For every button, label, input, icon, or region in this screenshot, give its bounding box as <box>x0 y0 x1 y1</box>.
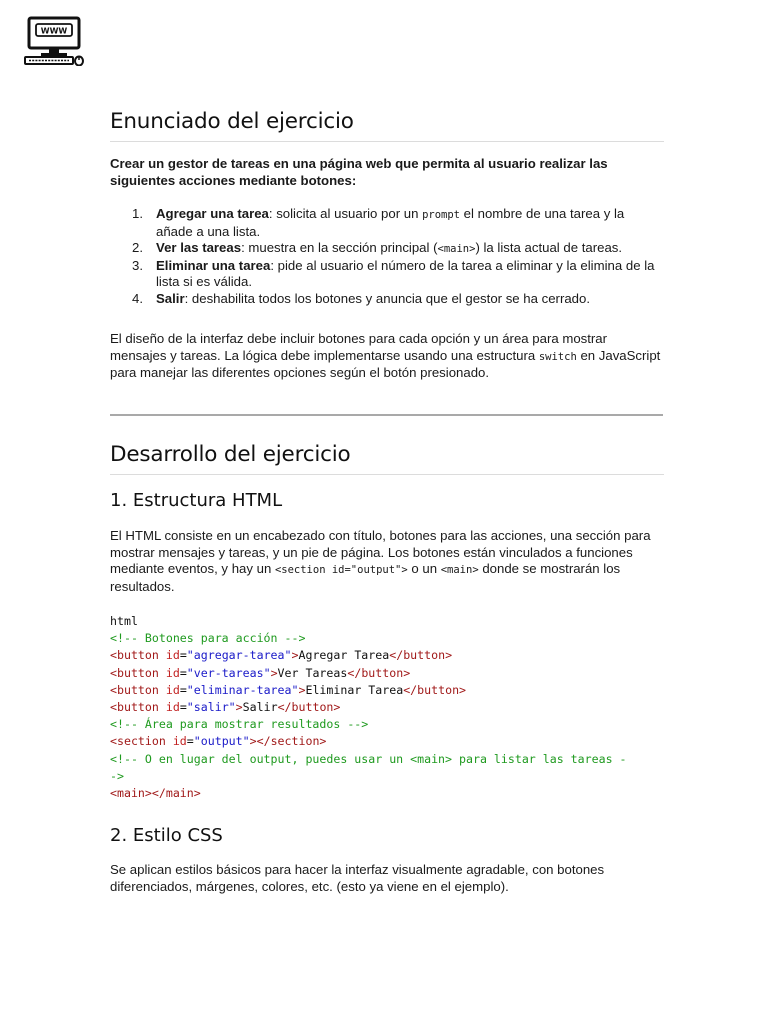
logo-text: WWW <box>40 26 68 36</box>
code-button-lines <box>110 647 664 716</box>
section-title-desarrollo: Desarrollo del ejercicio <box>110 442 351 467</box>
list-item: 3. Eliminar una tarea: pide al usuario el número de la tarea a eliminar y la elimina de la lista si es válida. <box>132 257 655 290</box>
subsection-title-html: 1. Estructura HTML <box>110 490 283 511</box>
code-lang: html <box>110 614 138 628</box>
section-title-enunciado: Enunciado del ejercicio <box>110 109 354 134</box>
code-button-line: <button id="salir">Salir</button> <box>110 700 341 715</box>
code-comment: <!-- Botones para acción --> <box>110 631 306 646</box>
subsection-title-css: 2. Estilo CSS <box>110 825 223 846</box>
code-block <box>110 613 664 802</box>
actions-list <box>110 206 664 308</box>
code-section-line: <section id="output"></section> <box>110 734 327 749</box>
section-separator <box>110 414 663 416</box>
code-main-line: <main></main> <box>110 786 201 801</box>
list-item: 4. Salir: deshabilita todos los botones y anuncia que el gestor se ha cerrado. <box>132 290 591 306</box>
code-button-line: <button id="eliminar-tarea">Eliminar Tarea</button> <box>110 682 467 697</box>
code-comment: <!-- Área para mostrar resultados --> <box>110 717 369 732</box>
code-button-line: <button id="ver-tareas">Ver Tareas</button> <box>110 665 411 680</box>
computer-www-icon <box>23 16 85 66</box>
title-underline <box>110 141 664 142</box>
list-item: 1. Agregar una tarea: solicita al usuario por un prompt el nombre de una tarea y la añade a una lista. <box>132 206 625 239</box>
title-underline <box>110 474 664 475</box>
code-comment: <!-- O en lugar del output, puedes usar un <main> para listar las tareas - <box>110 751 627 766</box>
design-paragraph: El diseño de la interfaz debe incluir botones para cada opción y un área para mostrar mensajes y tareas. La lógica debe implementarse usando una estructura switch en JavaScript para manejar las diferentes opciones según el botón presionado. <box>110 331 661 381</box>
code-button-line: <button id="agregar-tarea">Agregar Tarea</button> <box>110 648 453 663</box>
intro-paragraph: Crear un gestor de tareas en una página web que permita al usuario realizar las siguientes acciones mediante botones: <box>110 156 608 188</box>
css-paragraph: Se aplican estilos básicos para hacer la interfaz visualmente agradable, con botones diferenciados, márgenes, colores, etc. (esto ya viene en el ejemplo). <box>110 862 605 894</box>
code-comment-continued: -> <box>110 768 124 783</box>
html-paragraph: El HTML consiste en un encabezado con título, botones para las acciones, una sección para mostrar mensajes y tareas, y un pie de página. Los botones están vinculados a funciones mediante eventos, y hay un <section id="output"> o un <main> donde se mostrarán los resultados. <box>110 528 651 594</box>
list-item: 2. Ver las tareas: muestra en la sección principal (<main>) la lista actual de tareas. <box>132 240 623 256</box>
